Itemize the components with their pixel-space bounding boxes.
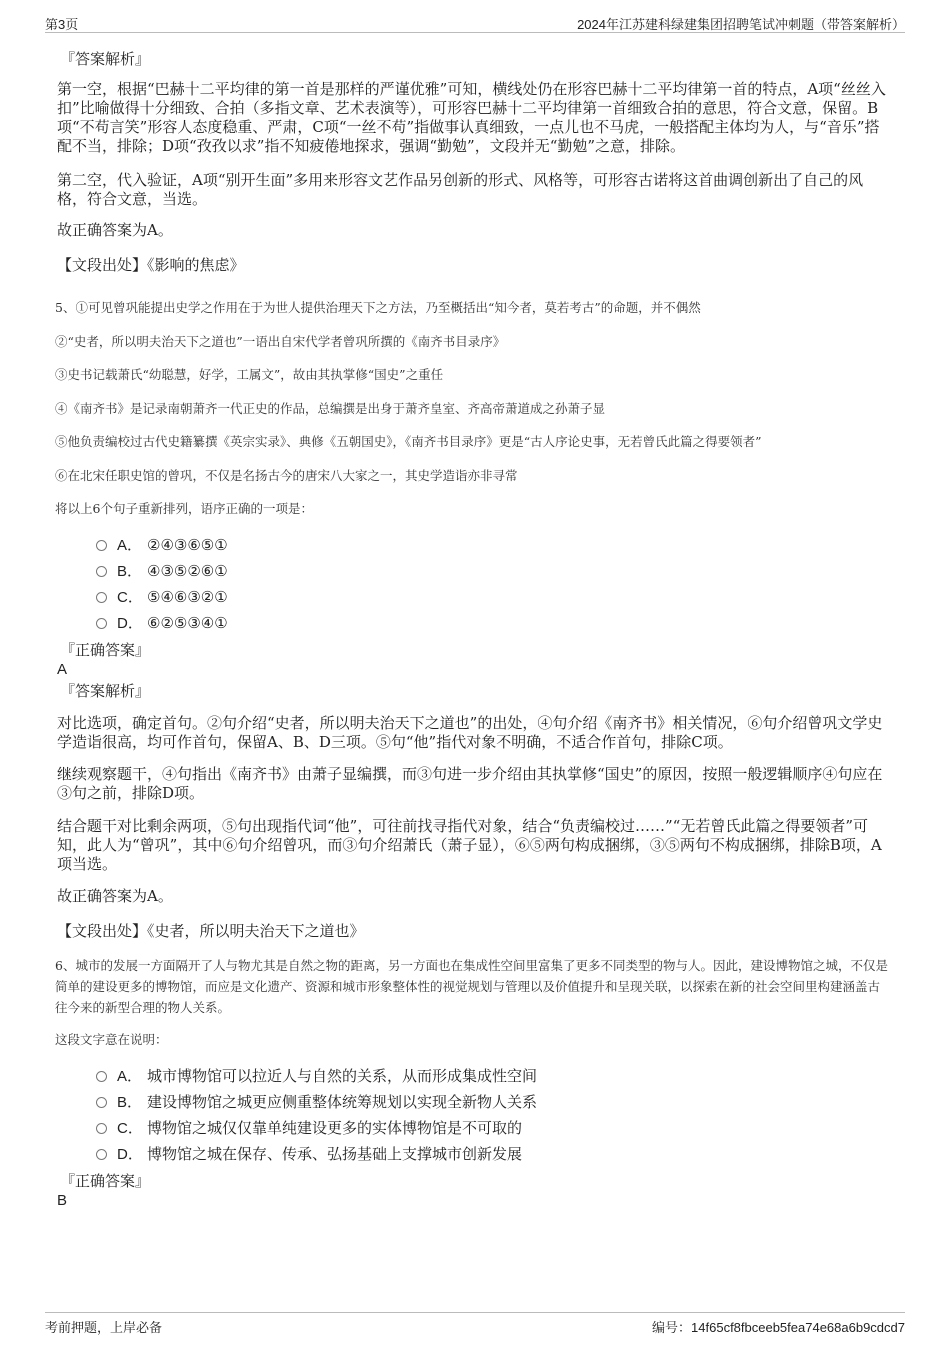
q6-option-b[interactable]: B． 建设博物馆之城更应侧重整体统筹规划以实现全新物人关系 — [96, 1092, 537, 1113]
radio-icon[interactable] — [96, 618, 107, 629]
q5-sentence-6: ⑥在北宋任职史馆的曾巩，不仅是名扬古今的唐宋八大家之一，其史学造诣亦非寻常 — [55, 468, 518, 483]
q6-option-a[interactable]: A． 城市博物馆可以拉近人与自然的关系，从而形成集成性空间 — [96, 1066, 537, 1087]
q5-option-a[interactable]: A． ②④③⑥⑤① — [96, 535, 228, 556]
q5-prompt: 将以上6个句子重新排列，语序正确的一项是： — [55, 501, 313, 516]
q6-option-c[interactable]: C． 博物馆之城仅仅靠单纯建设更多的实体博物馆是不可取的 — [96, 1118, 522, 1139]
radio-icon[interactable] — [96, 1123, 107, 1134]
page-number: 第3页 — [45, 17, 79, 32]
q5-analysis-p3: 结合题干对比剩余两项，⑤句出现指代词“他”，可往前找寻指代对象，结合“负责编校过……”“无若曾氏此篇之得要领者”可知，此人为“曾巩”，其中⑥句介绍曾巩，而③句介绍萧氏（萧子显），⑥⑤两句构成捆绑，③⑤两句不构成捆绑，排除B项，A项当选。 — [57, 817, 882, 873]
q5-option-b[interactable]: B． ④③⑤②⑥① — [96, 561, 228, 582]
q5-answer: A — [57, 661, 68, 678]
q4-source: 【文段出处】《影响的焦虑》 — [57, 256, 245, 274]
q5-option-c[interactable]: C． ⑤④⑥③②① — [96, 587, 228, 608]
q4-analysis-label: 『答案解析』 — [60, 50, 151, 68]
radio-icon[interactable] — [96, 1097, 107, 1108]
q5-option-d[interactable]: D． ⑥②⑤③④① — [96, 613, 228, 634]
document-title: 2024年江苏建科绿建集团招聘笔试冲刺题（带答案解析） — [577, 17, 905, 32]
radio-icon[interactable] — [96, 540, 107, 551]
q5-analysis-label: 『答案解析』 — [60, 682, 151, 700]
q6-option-d[interactable]: D． 博物馆之城在保存、传承、弘扬基础上支撑城市创新发展 — [96, 1144, 522, 1165]
q5-sentence-2: ②“史者，所以明夫治天下之道也”一语出自宋代学者曾巩所撰的《南齐书目录序》 — [55, 334, 506, 349]
document-id: 编号：14f65cf8fbceeb5fea74e68a6b9cdcd7 — [652, 1320, 905, 1335]
q5-analysis-conclusion: 故正确答案为A。 — [57, 887, 173, 905]
q6-answer: B — [57, 1192, 68, 1209]
q5-sentence-4: ④《南齐书》是记录南朝萧齐一代正史的作品，总编撰是出身于萧齐皇室、齐高帝萧道成之孙萧子显 — [55, 401, 606, 416]
q4-analysis-conclusion: 故正确答案为A。 — [57, 221, 173, 239]
radio-icon[interactable] — [96, 1071, 107, 1082]
q5-sentence-5: ⑤他负责编校过古代史籍纂撰《英宗实录》、典修《五朝国史》，《南齐书目录序》更是“古人序论史事，无若曾氏此篇之得要领者” — [55, 434, 762, 449]
q4-analysis-p2: 第二空，代入验证，A项“别开生面”多用来形容文艺作品另创新的形式、风格等，可形容古诺将这首曲调创新出了自己的风格，符合文意，当选。 — [57, 171, 864, 208]
q5-sentence-1: 5、①可见曾巩能提出史学之作用在于为世人提供治理天下之方法，乃至概括出“知今者，莫若考古”的命题，并不偶然 — [55, 300, 701, 315]
q6-stem: 6、城市的发展一方面隔开了人与物尤其是自然之物的距离，另一方面也在集成性空间里富集了更多不同类型的物与人。因此，建设博物馆之城，不仅是简单的建设更多的博物馆，而应是文化遗产、资源和城市形象整体性的视觉规划与管理以及价值提升和呈现关联，以探索在新的社会空间里构建涵盖古往今来的新型合理的物人关系。 — [55, 958, 888, 1015]
page-header — [45, 12, 905, 33]
q4-analysis-p1: 第一空，根据“巴赫十二平均律的第一首是那样的严谨优雅”可知，横线处仍在形容巴赫十二平均律第一首的特点，A项“丝丝入扣”比喻做得十分细致、合拍（多指文章、艺术表演等），可形容巴赫十二平均律第一首细致合拍的意思，符合文意，保留。B项“不苟言笑”形容人态度稳重、严肃，C项“一丝不苟”指做事认真细致，一点儿也不马虎，一般搭配主体均为人，与“音乐”搭配不当，排除；D项“孜孜以求”指不知疲倦地探求，强调“勤勉”，文段并无“勤勉”之意，排除。 — [57, 80, 886, 155]
radio-icon[interactable] — [96, 1149, 107, 1160]
q5-analysis-p2: 继续观察题干，④句指出《南齐书》由萧子显编撰，而③句进一步介绍由其执掌修“国史”的原因，按照一般逻辑顺序④句应在③句之前，排除D项。 — [57, 765, 883, 802]
q5-source: 【文段出处】《史者，所以明夫治天下之道也》 — [57, 922, 365, 940]
footer-slogan: 考前押题，上岸必备 — [45, 1320, 163, 1335]
radio-icon[interactable] — [96, 592, 107, 603]
q5-sentence-3: ③史书记载萧氏“幼聪慧，好学，工属文”，故由其执掌修“国史”之重任 — [55, 367, 444, 382]
q6-prompt: 这段文字意在说明： — [55, 1032, 168, 1047]
page-footer — [45, 1312, 905, 1335]
q6-answer-label: 『正确答案』 — [60, 1172, 151, 1190]
q5-analysis-p1: 对比选项，确定首句。②句介绍“史者，所以明夫治天下之道也”的出处，④句介绍《南齐书》相关情况，⑥句介绍曾巩文学史学造诣很高，均可作首句，保留A、B、D三项。⑤句“他”指代对象不明确，不适合作首句，排除C项。 — [57, 714, 883, 751]
radio-icon[interactable] — [96, 566, 107, 577]
q5-answer-label: 『正确答案』 — [60, 641, 151, 659]
